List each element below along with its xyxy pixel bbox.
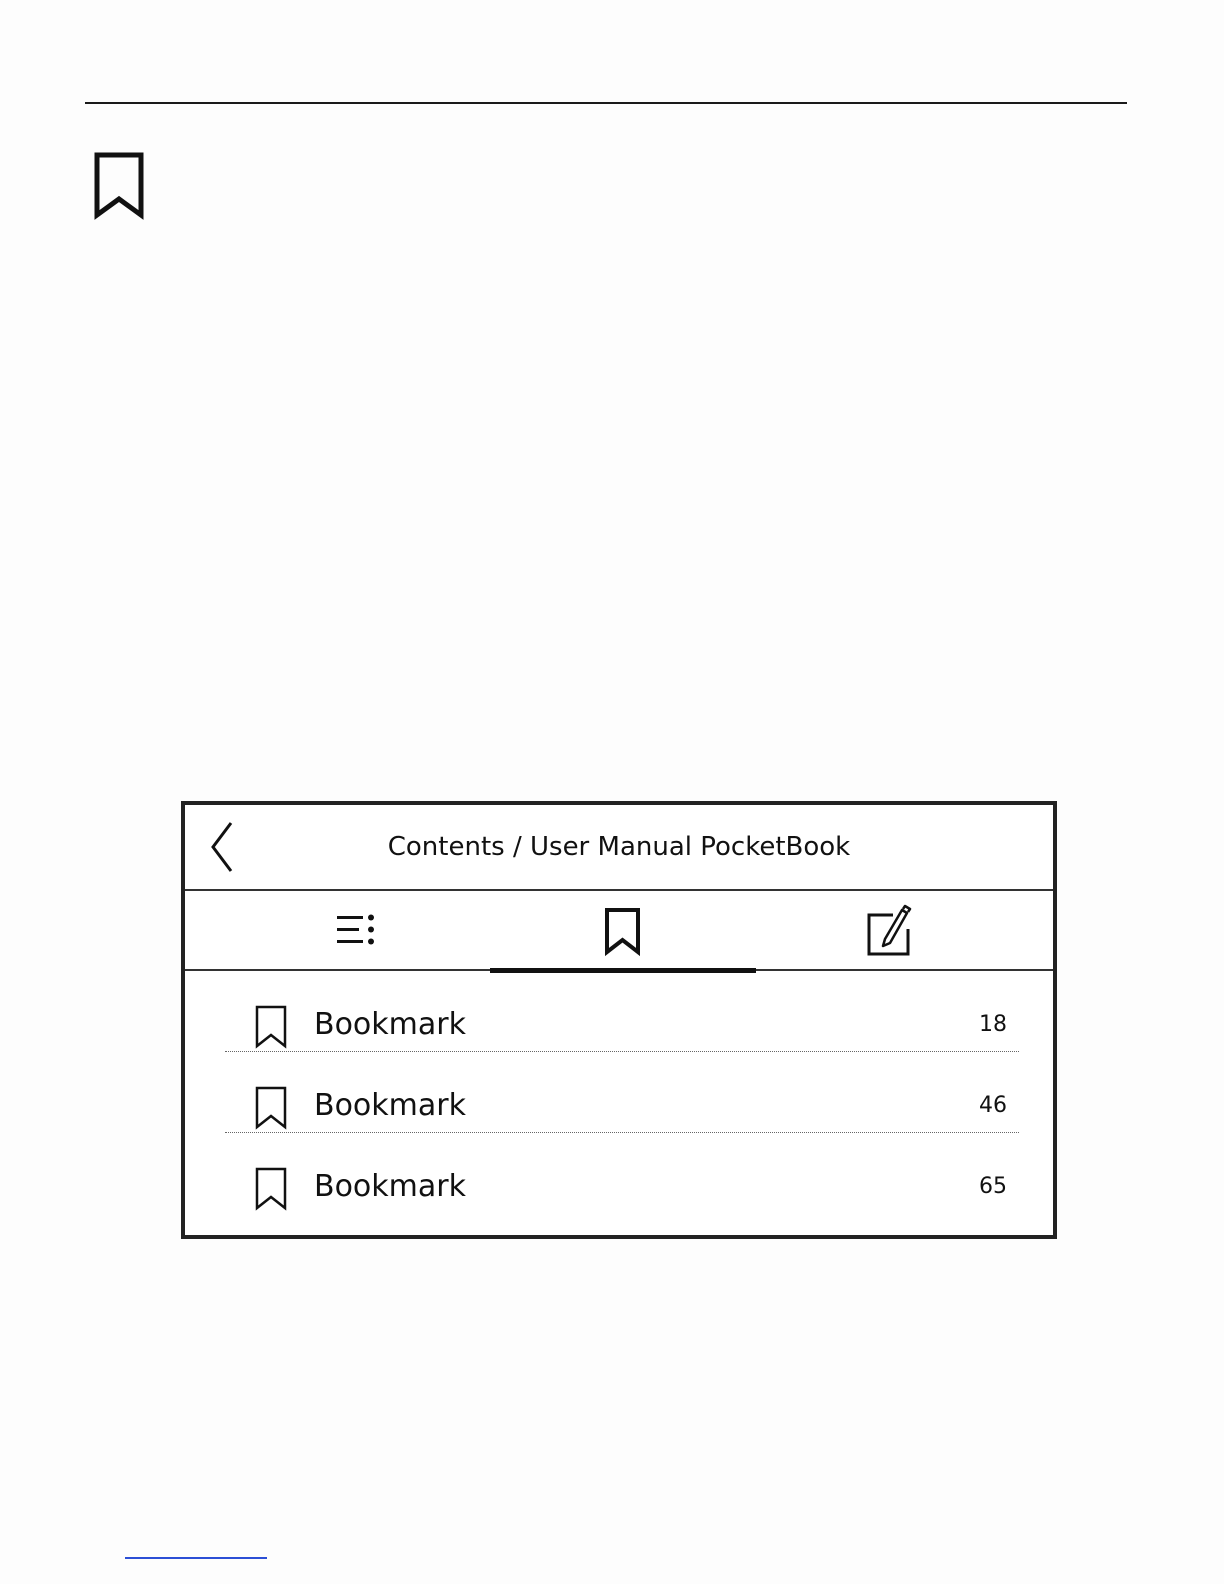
reader-contents-screen [181,801,1057,1239]
bookmark-icon [603,907,643,957]
header-title: Contents / User Manual PocketBook [387,832,851,862]
contents-list-icon [337,914,377,948]
screen-header [185,805,1053,891]
bookmark-icon [93,151,145,221]
tab-bar [185,891,1053,971]
bookmark-label: Bookmark [314,1088,466,1123]
bookmark-page-number: 18 [979,1012,1007,1037]
back-arrow-icon[interactable] [207,820,237,874]
page-top-rule [85,102,1127,104]
bookmark-page-number: 65 [979,1174,1007,1199]
bookmark-label: Bookmark [314,1169,466,1204]
tab-bookmarks[interactable] [490,891,756,969]
bookmark-icon [254,1005,288,1049]
edit-note-icon [865,903,913,957]
bookmark-list [225,971,1019,1213]
bookmark-label: Bookmark [314,1007,466,1042]
footer-link-underline [125,1557,267,1559]
tab-contents[interactable] [185,891,490,969]
list-item[interactable] [225,971,1019,1052]
bookmark-page-number: 46 [979,1093,1007,1118]
tab-notes[interactable] [756,891,1045,969]
bookmark-icon [254,1167,288,1211]
list-item[interactable] [225,1133,1019,1213]
list-item[interactable] [225,1052,1019,1133]
bookmark-icon [254,1086,288,1130]
